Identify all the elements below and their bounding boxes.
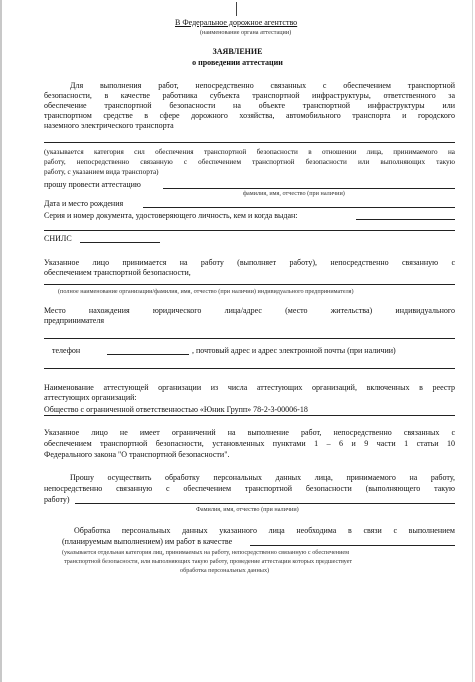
document-title: ЗАЯВЛЕНИЕ [212,47,263,56]
intro-line-3: обеспечение транспортной безопасности на объекте транспортной инфраструктуры или [44,101,455,110]
consent-fio-caption: Фамилия, имя, отчество (при наличии) [196,506,299,513]
intro-line-4: транспортном средстве в сфере дорожного хозяйства, автомобильного транспорта и городского [44,111,455,120]
processing-line-1: Обработка персональных данных указанного лица необходима в связи с выполнением [74,526,455,535]
category-caption-line-3: работу, с указанием вида транспорта) [44,168,159,176]
employer-caption: (полное наименование организации/фамилия, имя, отчество (при наличии) индивидуального предпринимателя) [58,288,354,295]
attesting-org-line-1: Наименование аттестующей организации из числа аттестующих организаций, включенных в реестр [44,383,455,392]
fio-caption: фамилия, имя, отчество (при наличии) [243,190,345,197]
phone-fill-line[interactable] [107,354,189,355]
employment-line-1: Указанное лицо принимается на работу (выполняет работу), непосредственно связанную с [44,258,455,267]
category-caption-line-1: (указывается категория сил обеспечения транспортной безопасности в отношении лица, принимаемого на [44,148,455,156]
snils-fill-line[interactable] [80,242,160,243]
document-subtitle: о проведении аттестации [192,58,283,67]
page-left-edge [0,0,2,682]
phone-tail-text: , почтовый адрес и адрес электронной почты (при наличии) [192,346,396,355]
consent-line-3: работу) [44,495,70,504]
address-line-2: предпринимателя [44,316,104,325]
restrictions-line-3: Федерального закона "О транспортной безопасности". [44,450,230,459]
intro-line-2: безопасности, в качестве работника субъекта транспортной инфраструктуры, ответственного за [44,91,455,100]
processing-line-2: (планируемым выполнением) им работ в качестве [62,537,233,546]
birth-label: Дата и место рождения [44,199,124,208]
intro-line-1: Для выполнения работ, непосредственно связанных с обеспечением транспортной [70,81,455,90]
employer-fill-line[interactable] [44,284,455,285]
page-right-edge [472,0,473,682]
fio-fill-line[interactable] [163,188,455,189]
attesting-org-value: Общество с ограниченной ответственностью «Юник Групп» 78-2-3-00006-18 [44,405,308,414]
restrictions-line-2: обеспечением транспортной безопасности, установленных пунктами 1 – 6 и 9 части 1 статьи 10 [44,439,455,448]
consent-line-1: Прошу осуществить обработку персональных данных лица, принимаемого на работу, [70,473,455,482]
processing-caption-1: (указывается отдельная категория лиц, принимаемых на работу, непосредственно связанную с обеспечением [62,549,350,556]
snils-label: СНИЛС [44,234,72,243]
consent-line-2: непосредственно связанную с обеспечением транспортной безопасности (выполняющего такую [44,484,455,493]
restrictions-line-1: Указанное лицо не имеет ограничений на выполнение работ, непосредственно связанных с [44,428,455,437]
request-label: прошу провести аттестацию [44,180,141,189]
contacts-fill-line[interactable] [44,368,455,369]
intro-line-5: наземного электрического транспорта [44,121,174,130]
address-fill-line[interactable] [44,338,455,339]
id-document-label: Серия и номер документа, удостоверяющего личность, кем и когда выдан: [44,211,298,220]
phone-label: телефон [52,346,81,355]
processing-caption-2: транспортной безопасности, или выполняющих такую работу, проведение аттестации которых предшествует [64,558,353,565]
birth-fill-line[interactable] [143,207,455,208]
attesting-org-line-2: аттестующих организаций: [44,393,137,402]
attesting-org-fill-line [44,415,455,416]
id-document-fill-line[interactable] [356,219,455,220]
processing-fill-line[interactable] [250,545,455,546]
category-caption-line-2: работу, непосредственно связанную с обеспечением транспортной безопасности или выполняющих такую [44,158,455,166]
id-document-fill-line-2[interactable] [44,230,455,231]
processing-caption-3: обработка персональных данных) [180,567,270,574]
agency-name: В Федеральное дорожное агентство [175,18,298,27]
text-cursor-marker [236,2,237,16]
address-line-1: Место нахождения юридического лица/адрес (место жительства) индивидуального [44,306,455,315]
agency-caption: (наименование органа аттестации) [200,29,292,36]
consent-fio-fill-line[interactable] [75,503,455,504]
employment-line-2: обеспечением транспортной безопасности, [44,268,191,277]
category-fill-line[interactable] [44,142,455,143]
